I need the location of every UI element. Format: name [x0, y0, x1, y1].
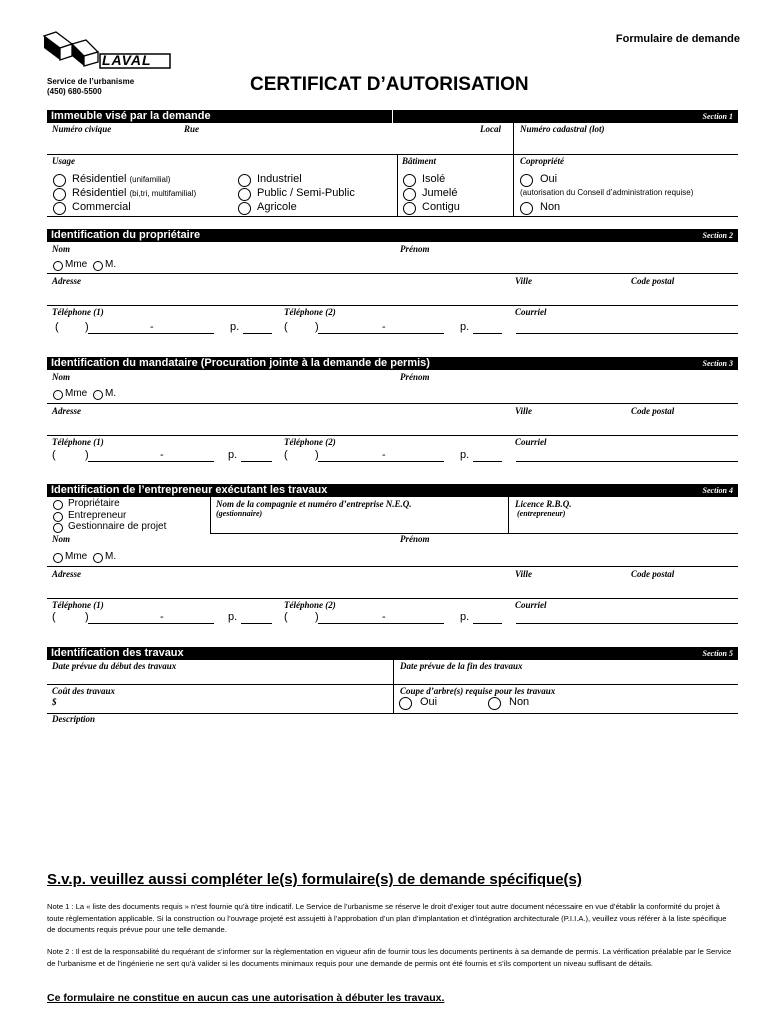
s5-fin-label: Date prévue de la fin des travaux	[400, 661, 523, 671]
s3-ville-label: Ville	[515, 406, 533, 416]
s4-tel1-ext-field[interactable]	[241, 623, 272, 624]
s2-adresse-label: Adresse	[52, 276, 81, 286]
s2-courriel-label: Courriel	[515, 307, 547, 317]
unifamilial-note: (unifamilial)	[129, 175, 171, 184]
s2-tel1-open: (	[55, 321, 59, 333]
s3-mme-label: Mme	[65, 388, 88, 399]
s3-tel1-ext-field[interactable]	[241, 461, 272, 462]
s4-tel2-label: Téléphone (2)	[284, 600, 336, 610]
section-3-title: Identification du mandataire (Procuration jointe à la demande de permis)	[51, 357, 430, 369]
s4-tel1-dash: -	[160, 611, 164, 623]
s5-coupe-oui-radio[interactable]	[399, 697, 412, 710]
section-2-number: Section 2	[702, 231, 733, 240]
s5-coupe-non-radio[interactable]	[488, 697, 501, 710]
s3-adresse-label: Adresse	[52, 406, 81, 416]
disclaimer: Ce formulaire ne constitue en aucun cas une autorisation à débuter les travaux.	[47, 992, 445, 1004]
s3-tel1-close: )	[85, 449, 89, 461]
s2-tel1-poste: p.	[230, 321, 240, 333]
batiment-isole-radio[interactable]	[403, 174, 416, 187]
s4-entrepreneur-label: Entrepreneur	[68, 510, 127, 521]
s4-ville-label: Ville	[515, 569, 533, 579]
s4-compagnie-label: Nom de la compagnie et numéro d’entreprise N.E.Q.	[216, 499, 412, 509]
s3-m-radio[interactable]	[93, 390, 103, 400]
s3-tel2-close: )	[315, 449, 319, 461]
s3-tel2-ext-field[interactable]	[473, 461, 502, 462]
s2-tel2-open: (	[284, 321, 288, 333]
s4-licence-sub: (entrepreneur)	[517, 509, 566, 518]
batiment-jumele-radio[interactable]	[403, 188, 416, 201]
s4-tel2-close: )	[315, 611, 319, 623]
s2-tel1-dash: -	[150, 321, 154, 333]
s3-tel2-open: (	[284, 449, 288, 461]
s3-prenom-label: Prénom	[400, 372, 430, 382]
s5-cout-label: Coût des travaux	[52, 686, 116, 696]
s5-dollar-label: $	[52, 697, 57, 707]
usage-label: Usage	[52, 156, 75, 166]
s4-proprietaire-radio[interactable]	[53, 500, 63, 510]
note-2: Note 2 : Il est de la responsabilité du requérant de s’informer sur la règlementation en vigueur afin de fournir tous les documents pertinents à sa demande de permis. La vérification préalable par le Service de l’urbanisme et de l’ingénierie ne sert qu’à valider si les documents minimaux requis pour une demande de permis ont été fournis et s’ils comportent un niveau suffisant de détails.	[47, 947, 732, 968]
usage-residentiel-multi-label: Résidentiel (bi,tri, multifamilial)	[72, 187, 197, 199]
section-4-title: Identification de l’entrepreneur exécutant les travaux	[51, 484, 328, 496]
usage-commercial-radio[interactable]	[53, 202, 66, 215]
s3-tel1-open: (	[52, 449, 56, 461]
s2-tel2-label: Téléphone (2)	[284, 307, 336, 317]
s2-tel1-close: )	[85, 321, 89, 333]
section-4-header	[47, 484, 738, 497]
section-5-number: Section 5	[702, 649, 733, 658]
s2-mme-label: Mme	[65, 259, 88, 270]
copropriete-oui-radio[interactable]	[520, 174, 533, 187]
s4-licence-label: Licence R.B.Q.	[515, 499, 572, 509]
s4-mme-label: Mme	[65, 551, 88, 562]
usage-industriel-radio[interactable]	[238, 174, 251, 187]
s4-proprietaire-label: Propriétaire	[68, 498, 120, 509]
s3-tel1-poste: p.	[228, 449, 238, 461]
s2-m-radio[interactable]	[93, 261, 103, 271]
section-2-title: Identification du propriétaire	[51, 229, 201, 241]
s4-gestionnaire-label: Gestionnaire de projet	[68, 521, 167, 532]
s3-courriel-label: Courriel	[515, 437, 547, 447]
s3-tel1-dash: -	[160, 449, 164, 461]
s4-tel2-dash: -	[382, 611, 386, 623]
s4-courriel-field[interactable]	[516, 623, 738, 624]
service-name: Service de l’urbanisme	[47, 77, 135, 86]
s4-tel1-field[interactable]	[88, 623, 214, 624]
batiment-contigu-radio[interactable]	[403, 202, 416, 215]
section-4-number: Section 4	[702, 486, 733, 495]
s5-fin-field[interactable]	[394, 671, 738, 684]
s2-tel2-poste: p.	[460, 321, 470, 333]
usage-agricole-radio[interactable]	[238, 202, 251, 215]
s4-prenom-label: Prénom	[400, 534, 430, 544]
s2-ville-label: Ville	[515, 276, 533, 286]
usage-public-radio[interactable]	[238, 188, 251, 201]
s2-code-postal-label: Code postal	[631, 276, 675, 286]
s4-entrepreneur-radio[interactable]	[53, 512, 63, 522]
numero-civique-label: Numéro civique	[52, 124, 112, 134]
usage-commercial-label: Commercial	[72, 201, 131, 213]
autorisation-note: (autorisation du Conseil d’administration requise)	[520, 188, 694, 197]
s3-tel2-label: Téléphone (2)	[284, 437, 336, 447]
s5-description-field[interactable]	[47, 725, 738, 860]
laval-logo	[42, 30, 172, 72]
multi-note: (bi,tri, multifamilial)	[129, 189, 197, 198]
s4-compagnie-field[interactable]	[211, 518, 508, 533]
batiment-label: Bâtiment	[402, 156, 437, 166]
batiment-isole-label: Isolé	[422, 173, 446, 185]
s4-tel1-close: )	[85, 611, 89, 623]
usage-industriel-label: Industriel	[257, 173, 302, 185]
cadastral-label: Numéro cadastral (lot)	[520, 124, 605, 134]
s3-tel2-field[interactable]	[318, 461, 444, 462]
s4-nom-label: Nom	[52, 534, 70, 544]
usage-residentiel-multi-radio[interactable]	[53, 188, 66, 201]
batiment-contigu-label: Contigu	[422, 201, 460, 213]
s3-tel1-field[interactable]	[88, 461, 214, 462]
s4-licence-field[interactable]	[509, 518, 738, 533]
s4-tel2-ext-field[interactable]	[473, 623, 502, 624]
batiment-jumele-label: Jumelé	[422, 187, 458, 199]
s3-tel2-poste: p.	[460, 449, 470, 461]
copropriete-oui-label: Oui	[540, 173, 558, 185]
s3-courriel-field[interactable]	[516, 461, 738, 462]
footer-heading: S.v.p. veuillez aussi compléter le(s) formulaire(s) de demande spécifique(s)	[47, 871, 582, 888]
s4-gestionnaire-radio[interactable]	[53, 523, 63, 533]
s4-adresse-label: Adresse	[52, 569, 81, 579]
s4-mme-radio[interactable]	[53, 553, 63, 563]
form-type: Formulaire de demande	[615, 33, 740, 45]
s5-cout-field[interactable]	[60, 695, 390, 713]
s5-debut-field[interactable]	[47, 671, 393, 684]
usage-residentiel-label: Résidentiel (unifamilial)	[72, 173, 171, 185]
rue-label: Rue	[184, 124, 200, 134]
section-3-header	[47, 357, 738, 370]
s4-tel1-open: (	[52, 611, 56, 623]
s3-nom-label: Nom	[52, 372, 70, 382]
s4-tel2-field[interactable]	[318, 623, 444, 624]
section-5-header	[47, 647, 738, 660]
s2-mme-radio[interactable]	[53, 261, 63, 271]
s5-debut-label: Date prévue du début des travaux	[52, 661, 177, 671]
s2-prenom-label: Prénom	[400, 244, 430, 254]
s4-code-postal-label: Code postal	[631, 569, 675, 579]
copropriete-non-radio[interactable]	[520, 202, 533, 215]
section-1-number: Section 1	[702, 112, 733, 121]
s4-tel2-open: (	[284, 611, 288, 623]
section-3-number: Section 3	[702, 359, 733, 368]
s3-mme-radio[interactable]	[53, 390, 63, 400]
s4-m-label: M.	[105, 551, 117, 562]
note-1: Note 1 : La « liste des documents requis » n’est fournie qu’à titre indicatif. Le Service de l’urbanisme se réserve le droit d’exiger tout autre document nécessaire en vue d’établir la conformité du projet à toute règlementation applicable. Si la construction ou l’ouvrage projeté est assujetti à l’approbation d’un plan d’implantation et d’intégration architecturale (P.I.I.A.), veuillez vous référer à la liste spécifique de documents requis prévue pour une telle demande.	[47, 902, 727, 934]
s2-tel1-ext-field[interactable]	[243, 333, 272, 334]
s3-tel2-dash: -	[382, 449, 386, 461]
usage-agricole-label: Agricole	[257, 201, 297, 213]
s2-tel2-field[interactable]	[318, 333, 444, 334]
section-5-title: Identification des travaux	[51, 647, 184, 659]
section-1-title: Immeuble visé par la demande	[51, 110, 211, 122]
copropriete-non-label: Non	[540, 201, 561, 213]
s2-m-label: M.	[105, 259, 117, 270]
s5-coupe-oui-label: Oui	[420, 696, 438, 708]
logo-text: LAVAL	[102, 52, 152, 68]
s2-courriel-field[interactable]	[516, 333, 738, 334]
numero-civique-field[interactable]	[47, 134, 513, 154]
section-2-header	[47, 229, 738, 242]
cadastral-field[interactable]	[514, 134, 738, 154]
s2-tel1-field[interactable]	[88, 333, 214, 334]
local-label: Local	[480, 124, 501, 134]
s4-tel2-poste: p.	[460, 611, 470, 623]
s5-coupe-label: Coupe d’arbre(s) requise pour les travaux	[400, 686, 556, 696]
s5-description-label: Description	[52, 714, 96, 724]
page-title: CERTIFICAT D’AUTORISATION	[250, 74, 529, 95]
s2-tel1-label: Téléphone (1)	[52, 307, 104, 317]
usage-residentiel-radio[interactable]	[53, 174, 66, 187]
s4-compagnie-sub: (gestionnaire)	[216, 509, 263, 518]
s4-tel1-label: Téléphone (1)	[52, 600, 104, 610]
s2-nom-label: Nom	[52, 244, 70, 254]
service-phone: (450) 680-5500	[47, 87, 102, 96]
s5-coupe-non-label: Non	[509, 696, 530, 708]
usage-public-label: Public / Semi-Public	[257, 187, 355, 199]
copropriete-label: Copropriété	[520, 156, 564, 166]
s4-m-radio[interactable]	[93, 553, 103, 563]
s3-tel1-label: Téléphone (1)	[52, 437, 104, 447]
s2-tel2-dash: -	[382, 321, 386, 333]
s2-tel2-ext-field[interactable]	[473, 333, 502, 334]
s3-m-label: M.	[105, 388, 117, 399]
s3-code-postal-label: Code postal	[631, 406, 675, 416]
s4-courriel-label: Courriel	[515, 600, 547, 610]
s2-tel2-close: )	[315, 321, 319, 333]
s4-tel1-poste: p.	[228, 611, 238, 623]
